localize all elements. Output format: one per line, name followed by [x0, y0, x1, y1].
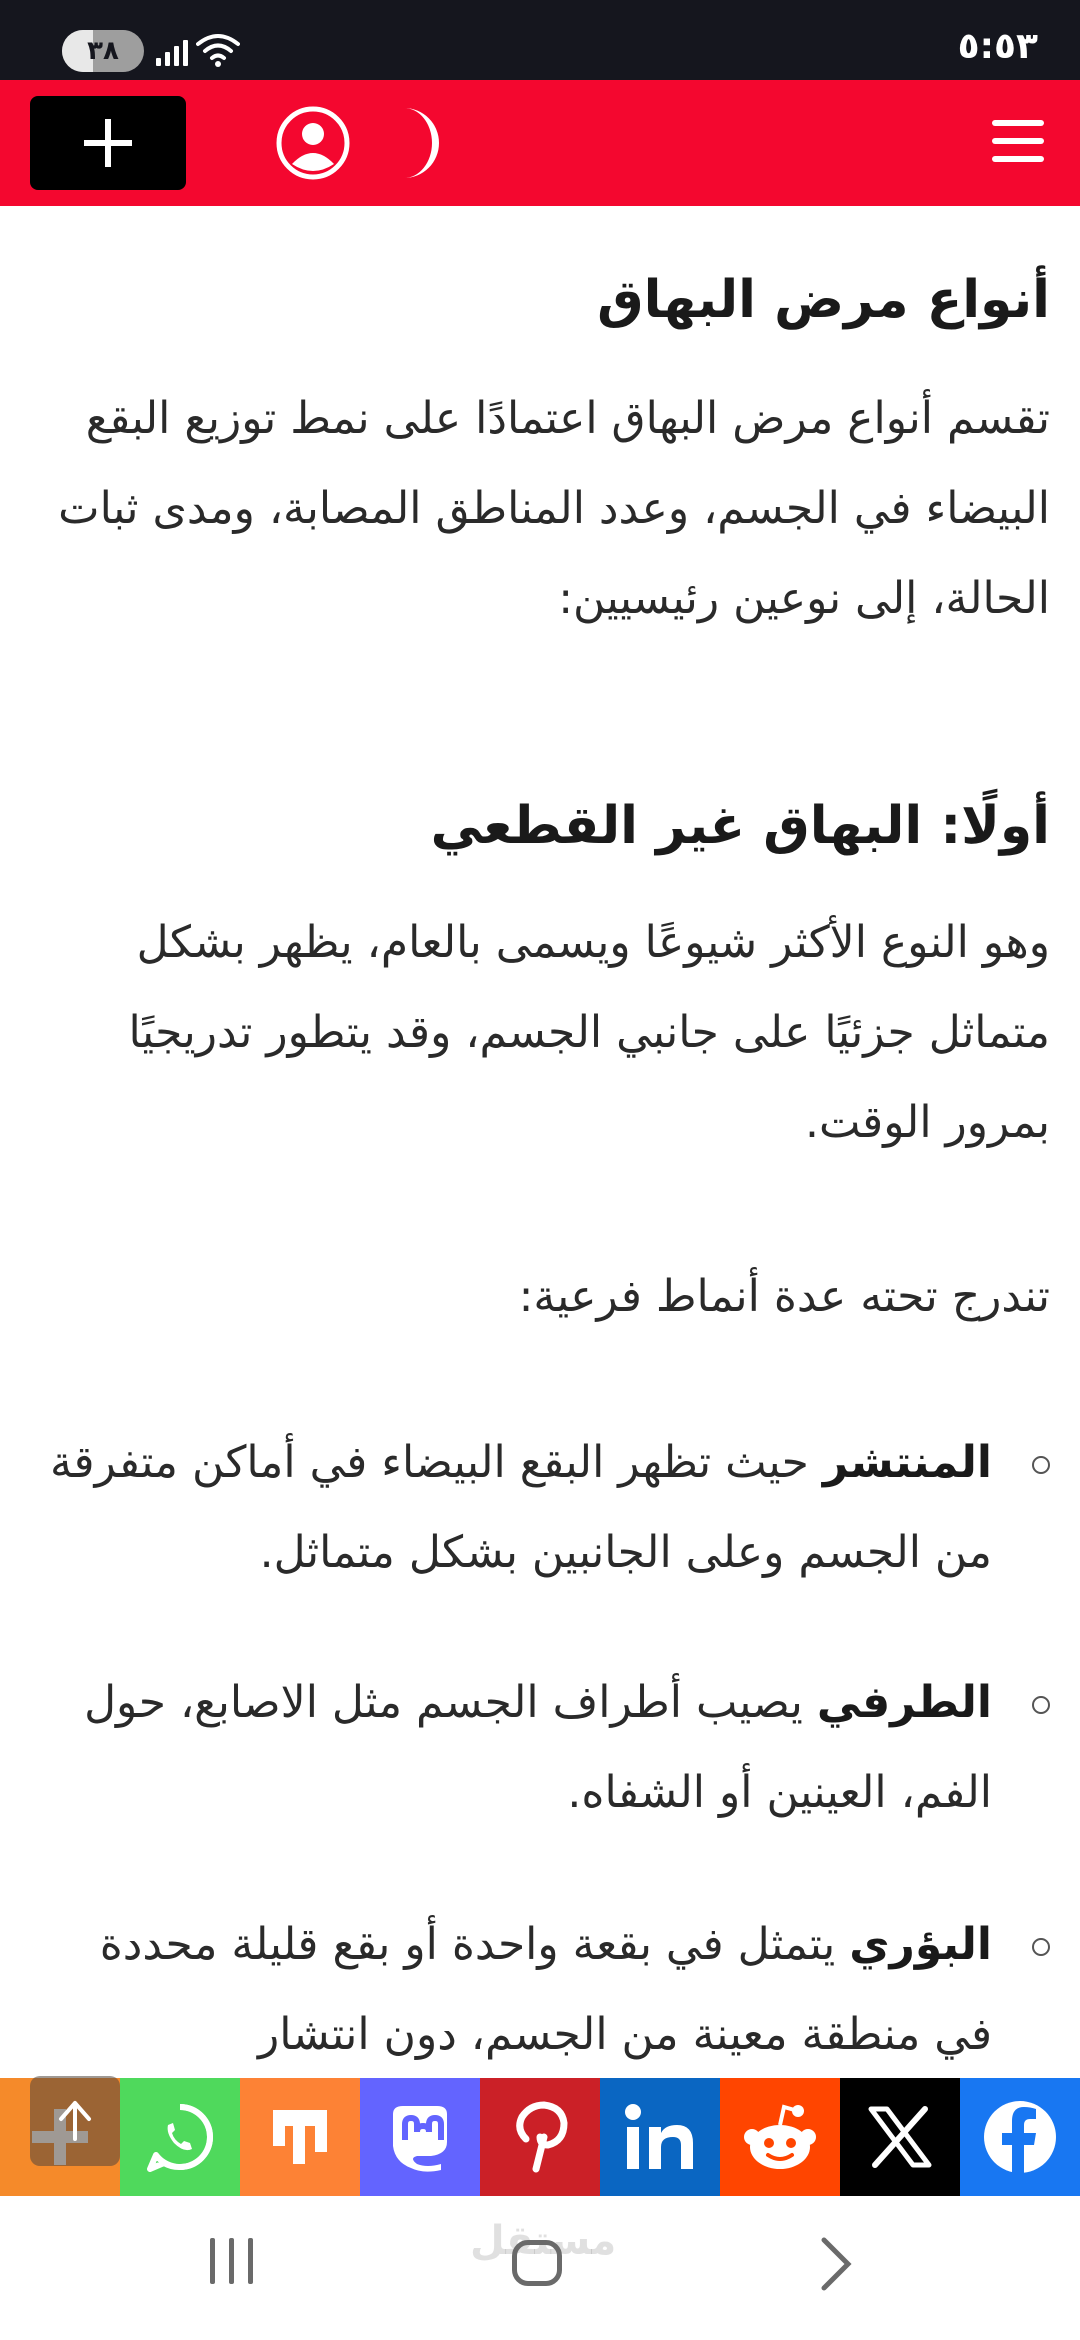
linkedin-icon: [623, 2103, 697, 2171]
watermark-logo: مستقل: [470, 2218, 617, 2264]
x-icon: [867, 2105, 933, 2169]
pinterest-icon: [512, 2101, 568, 2173]
whatsapp-icon: [144, 2101, 216, 2173]
share-whatsapp-button[interactable]: [120, 2078, 240, 2196]
list-item: [30, 1418, 1050, 1598]
list-item: [30, 1658, 1050, 1838]
share-bar: [0, 2078, 1080, 2196]
share-reddit-button[interactable]: [720, 2078, 840, 2196]
hamburger-menu-icon[interactable]: [992, 120, 1044, 162]
bullet-circle-icon: [1032, 1456, 1050, 1474]
bullet-term: الطرفي: [816, 1677, 992, 1728]
facebook-icon: [980, 2097, 1060, 2177]
article-content: [0, 206, 1080, 2078]
moon-icon[interactable]: [382, 106, 442, 180]
share-mastodon-button[interactable]: [360, 2078, 480, 2196]
heading-non-segmental: أولًا: البهاق غير القطعي: [430, 796, 1050, 856]
reddit-icon: [740, 2101, 820, 2173]
bullet-circle-icon: [1032, 1938, 1050, 1956]
share-pinterest-button[interactable]: [480, 2078, 600, 2196]
bullet-text: يصيب أطراف الجسم مثل الاصابع، حول الفم، العينين أو الشفاه.: [84, 1677, 992, 1818]
battery-level: ٣٨: [87, 36, 119, 66]
bullet-circle-icon: [1032, 1696, 1050, 1714]
bullet-text: حيث تظهر البقع البيضاء في أماكن متفرقة من الجسم وعلى الجانبين بشكل متماثل.: [49, 1437, 992, 1578]
recent-apps-button[interactable]: [210, 2238, 253, 2284]
share-linkedin-button[interactable]: [600, 2078, 720, 2196]
system-navigation-bar: [0, 2196, 1080, 2340]
share-x-button[interactable]: [840, 2078, 960, 2196]
mastodon-icon: [387, 2102, 453, 2172]
scroll-to-top-button[interactable]: [30, 2076, 120, 2166]
bullet-text: يتمثل في بقعة واحدة أو بقع قليلة محددة في منطقة معينة من الجسم، دون انتشار: [99, 1919, 992, 2060]
status-bar: [0, 0, 1080, 80]
user-account-icon[interactable]: [276, 106, 350, 180]
wifi-icon: [196, 32, 240, 68]
status-time: ٥:٥٣: [957, 26, 1038, 67]
share-facebook-button[interactable]: [960, 2078, 1080, 2196]
home-button[interactable]: [512, 2240, 562, 2286]
add-button[interactable]: [30, 96, 186, 190]
plus-icon: [82, 117, 134, 169]
paragraph-non-segmental: وهو النوع الأكثر شيوعًا ويسمى بالعام، يظهر بشكل متماثل جزئيًا على جانبي الجسم، وقد يتطور تدريجيًا بمرور الوقت.: [128, 917, 1050, 1148]
signal-icon: [156, 36, 188, 66]
paragraph-subtypes: تندرج تحته عدة أنماط فرعية:: [518, 1271, 1050, 1322]
list-item: [30, 1900, 1050, 2078]
bullet-term: المنتشر: [822, 1437, 992, 1488]
paragraph-intro: تقسم أنواع مرض البهاق اعتمادًا على نمط توزيع البقع البيضاء في الجسم، وعدد المناطق المصابة، ومدى ثبات الحالة، إلى نوعين رئيسيين:: [58, 393, 1050, 624]
battery-indicator: [62, 30, 144, 72]
back-chevron-icon[interactable]: [816, 2236, 856, 2292]
mix-icon: [269, 2106, 331, 2168]
site-header: [0, 80, 1080, 206]
arrow-up-icon: [57, 2099, 93, 2143]
share-mix-button[interactable]: [240, 2078, 360, 2196]
heading-types: أنواع مرض البهاق: [597, 270, 1050, 330]
bullet-term: البؤري: [849, 1919, 992, 1970]
